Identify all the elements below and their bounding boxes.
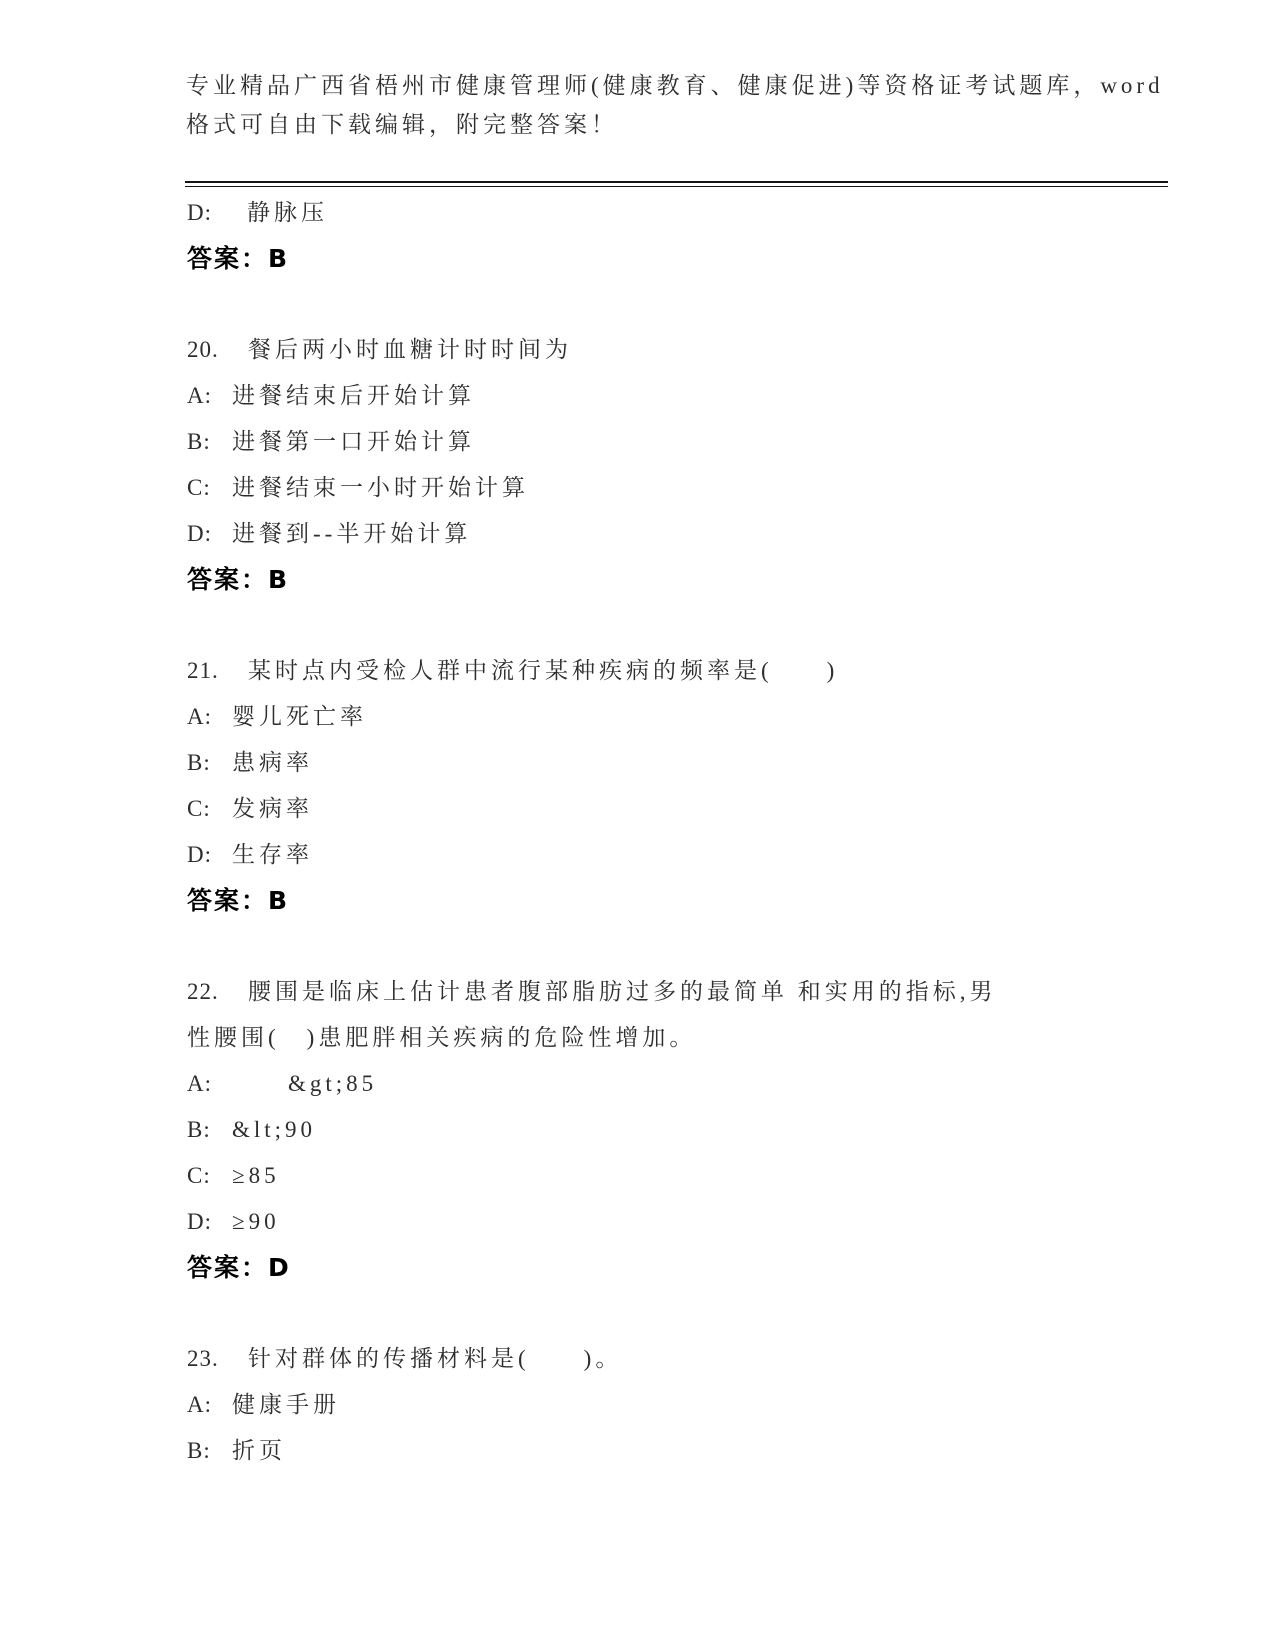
question-title-line <box>187 1336 1177 1382</box>
option-text: 生存率 <box>232 842 313 867</box>
header-line: 格式可自由下载编辑，附完整答案！ <box>186 112 618 137</box>
answer-row <box>187 557 1177 603</box>
option-label: B: <box>187 750 211 775</box>
option-text: 静脉压 <box>247 200 328 225</box>
option-row <box>187 373 1177 419</box>
option-row <box>187 190 1177 236</box>
option-text: 健康手册 <box>232 1392 340 1417</box>
question-number: 20. <box>187 337 219 362</box>
option-label: A: <box>187 383 212 408</box>
option-row <box>187 740 1177 786</box>
option-text: 婴儿死亡率 <box>232 704 367 729</box>
answer-value: B <box>268 244 290 273</box>
option-text: 发病率 <box>232 796 313 821</box>
header-divider-rule <box>185 181 1168 187</box>
option-label: D: <box>187 521 212 546</box>
question-block <box>187 648 1177 924</box>
option-label: C: <box>187 796 211 821</box>
option-row <box>187 832 1177 878</box>
option-row <box>187 694 1177 740</box>
option-text: 进餐到--半开始计算 <box>232 521 472 546</box>
question-block <box>187 327 1177 603</box>
question-block <box>187 969 1177 1291</box>
option-text: &lt;90 <box>232 1117 317 1142</box>
option-row <box>187 1107 1177 1153</box>
option-label: A: <box>187 704 212 729</box>
answer-label: 答案： <box>187 1253 269 1282</box>
option-label: B: <box>187 1117 211 1142</box>
option-label: A: <box>187 1071 212 1096</box>
question-number: 22. <box>187 979 219 1004</box>
option-row <box>187 1199 1177 1245</box>
option-row <box>187 1428 1177 1474</box>
answer-value: B <box>268 886 290 915</box>
option-text: 折页 <box>232 1438 286 1463</box>
option-text: 进餐结束后开始计算 <box>232 383 475 408</box>
header-line: 专业精品广西省梧州市健康管理师(健康教育、健康促进)等资格证考试题库，word <box>186 73 1164 98</box>
option-row <box>187 465 1177 511</box>
option-row <box>187 511 1177 557</box>
answer-label: 答案： <box>187 565 269 594</box>
option-label: B: <box>187 1438 211 1463</box>
question-title-line <box>187 969 1177 1015</box>
option-row <box>187 786 1177 832</box>
option-text: ≥85 <box>232 1163 280 1188</box>
question-number: 23. <box>187 1346 219 1371</box>
answer-value: B <box>268 565 290 594</box>
option-text: &gt;85 <box>288 1071 378 1096</box>
option-label: D: <box>187 842 212 867</box>
question-number: 21. <box>187 658 219 683</box>
option-label: D: <box>187 1209 212 1234</box>
option-label: A: <box>187 1392 212 1417</box>
answer-label: 答案： <box>187 886 269 915</box>
answer-value: D <box>268 1253 291 1282</box>
option-row <box>187 1382 1177 1428</box>
answer-row <box>187 236 1177 282</box>
option-row <box>187 1061 1177 1107</box>
question-text: 针对群体的传播材料是( )。 <box>248 1346 623 1371</box>
option-text: 进餐结束一小时开始计算 <box>232 475 529 500</box>
option-text: 进餐第一口开始计算 <box>232 429 475 454</box>
option-label: D: <box>187 200 212 225</box>
option-text: ≥90 <box>232 1209 280 1234</box>
option-label: B: <box>187 429 211 454</box>
question-text: 餐后两小时血糖计时时间为 <box>248 337 572 362</box>
question-block <box>187 190 1177 282</box>
option-label: C: <box>187 475 211 500</box>
question-text: 腰围是临床上估计患者腹部脂肪过多的最简单 和实用的指标,男 <box>248 979 997 1004</box>
question-title-line <box>187 648 1177 694</box>
answer-row <box>187 878 1177 924</box>
option-label: C: <box>187 1163 211 1188</box>
option-row <box>187 1153 1177 1199</box>
question-text: 性腰围( )患肥胖相关疾病的危险性增加。 <box>187 1025 697 1050</box>
question-list <box>187 190 1177 1519</box>
answer-label: 答案： <box>187 244 269 273</box>
question-text: 某时点内受检人群中流行某种疾病的频率是( ) <box>248 658 839 683</box>
answer-row <box>187 1245 1177 1291</box>
question-title-line <box>187 327 1177 373</box>
document-header <box>186 66 1176 144</box>
question-title-line <box>187 1015 1177 1061</box>
option-text: 患病率 <box>232 750 313 775</box>
question-block <box>187 1336 1177 1474</box>
option-row <box>187 419 1177 465</box>
